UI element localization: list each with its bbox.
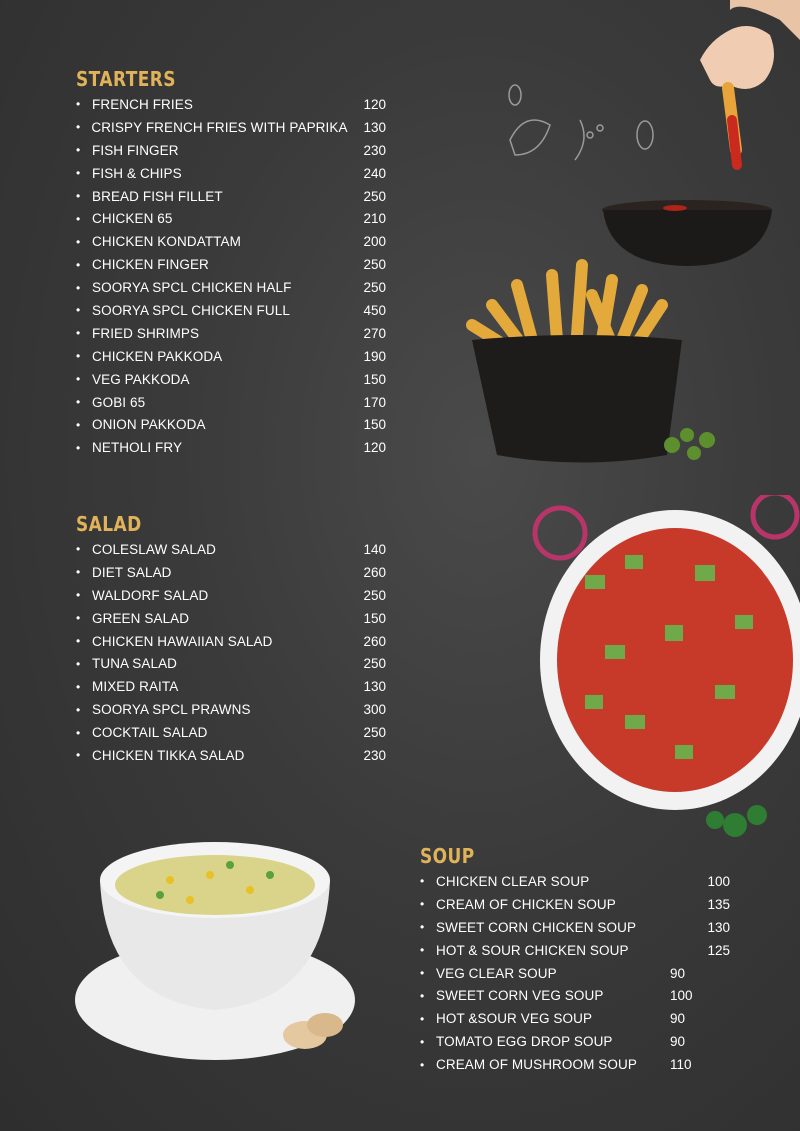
bullet: • [76,395,81,410]
bullet: • [76,656,81,671]
bullet: • [420,1057,425,1072]
bullet: • [76,372,81,387]
item-name: GOBI 65 [92,394,146,410]
menu-item [76,162,386,185]
item-price: 200 [363,234,386,250]
menu-item [420,1007,730,1030]
item-price: 150 [363,417,386,433]
bullet: • [76,725,81,740]
menu-item [420,962,730,985]
menu-item [76,368,386,391]
item-price: 450 [363,302,386,318]
bullet: • [76,349,81,364]
salad-section [76,512,386,767]
bullet: • [76,189,81,203]
item-name: DIET SALAD [92,564,172,580]
item-name: MIXED RAITA [92,679,179,695]
item-price: 260 [363,564,386,580]
item-price: 230 [363,747,386,763]
salad-bowl-illustration [495,495,800,850]
item-name: SOORYA SPCL PRAWNS [92,702,251,718]
menu-item [76,721,386,744]
item-name: VEG CLEAR SOUP [436,965,557,981]
item-name: WALDORF SALAD [92,587,209,603]
item-name: FISH FINGER [92,142,179,158]
bullet: • [76,542,81,557]
item-price: 100 [707,873,730,889]
item-price: 190 [363,348,386,364]
doodle-sketch-decoration [480,80,670,190]
salad-list [76,538,386,767]
bullet: • [76,97,81,112]
menu-item [76,675,386,698]
item-price: 100 [670,988,693,1004]
bullet: • [76,440,81,455]
bullet: • [76,143,81,158]
bullet: • [76,326,81,341]
item-name: CHICKEN KONDATTAM [92,234,241,250]
menu-item [76,744,386,767]
item-name: COLESLAW SALAD [92,541,216,557]
item-price: 250 [363,725,386,741]
bullet: • [420,1011,425,1026]
soup-list [420,870,730,1076]
bullet: • [76,234,81,249]
bullet: • [420,874,425,889]
item-name: CHICKEN FINGER [92,257,209,273]
item-name: CHICKEN 65 [92,211,173,227]
menu-item [76,698,386,721]
item-price: 240 [363,165,386,181]
item-price: 230 [363,142,386,158]
item-name: TOMATO EGG DROP SOUP [436,1034,613,1050]
item-name: COCKTAIL SALAD [92,725,208,741]
item-name: NETHOLI FRY [92,440,183,456]
menu-item [76,207,386,230]
menu-item [76,253,386,276]
item-price: 300 [363,702,386,718]
bullet: • [420,966,425,980]
fries-bowl-illustration [462,255,742,470]
item-price: 250 [363,188,386,204]
menu-item [76,185,386,208]
menu-item [76,93,386,116]
menu-item [76,391,386,414]
bullet: • [76,588,81,603]
soup-bowl-illustration [70,830,360,1080]
menu-item [76,652,386,675]
menu-item [76,116,386,139]
menu-item [420,984,730,1007]
item-price: 170 [363,394,386,410]
bullet: • [76,611,81,626]
item-price: 90 [670,1011,686,1027]
menu-item [76,413,386,436]
menu-item [76,607,386,630]
item-price: 150 [363,371,386,387]
item-price: 90 [670,965,686,981]
bullet: • [76,417,81,432]
item-name: FRENCH FRIES [92,96,193,112]
bullet: • [76,702,81,717]
item-price: 260 [363,633,386,649]
item-name: SWEET CORN CHICKEN SOUP [436,919,637,935]
bullet: • [76,211,81,226]
item-price: 250 [363,257,386,273]
menu-item [76,322,386,345]
item-name: CHICKEN HAWAIIAN SALAD [92,633,273,649]
bullet: • [76,565,81,580]
salad-heading: SALAD [76,512,142,536]
menu-item [420,939,730,962]
item-name: FISH & CHIPS [92,165,182,181]
item-name: SWEET CORN VEG SOUP [436,988,604,1004]
item-name: VEG PAKKODA [92,371,190,387]
starters-list [76,93,386,459]
menu-item [76,538,386,561]
item-price: 210 [363,211,386,227]
menu-item [420,1030,730,1053]
item-price: 125 [707,942,730,958]
menu-item [76,299,386,322]
item-name: HOT & SOUR CHICKEN SOUP [436,942,629,958]
item-price: 270 [363,325,386,341]
item-name: SOORYA SPCL CHICKEN FULL [92,302,290,318]
item-price: 140 [363,541,386,557]
bullet: • [76,166,81,181]
item-name: ONION PAKKODA [92,417,206,433]
item-name: SOORYA SPCL CHICKEN HALF [92,280,292,296]
item-name: CREAM OF MUSHROOM SOUP [436,1057,637,1073]
item-name: HOT &SOUR VEG SOUP [436,1011,593,1027]
bullet: • [76,280,81,295]
item-price: 120 [363,96,386,112]
bullet: • [76,120,81,135]
item-price: 250 [363,656,386,672]
starters-heading: STARTERS [76,67,176,91]
hand-holding-fry-illustration [670,0,800,175]
item-price: 90 [670,1034,686,1050]
menu-item [76,630,386,653]
item-name: CHICKEN TIKKA SALAD [92,747,245,763]
starters-section [76,67,386,459]
item-name: CRISPY FRENCH FRIES WITH PAPRIKA [91,119,348,135]
item-name: CREAM OF CHICKEN SOUP [436,896,616,912]
item-price: 130 [707,919,730,935]
bullet: • [420,897,425,912]
item-price: 130 [363,679,386,695]
item-price: 150 [363,610,386,626]
item-price: 250 [363,587,386,603]
item-name: BREAD FISH FILLET [92,188,223,204]
item-price: 130 [363,119,386,135]
bullet: • [76,634,81,648]
menu-item [76,230,386,253]
bullet: • [76,679,81,694]
menu-item [420,916,730,939]
item-name: FRIED SHRIMPS [92,325,200,341]
soup-section [420,844,730,1076]
menu-item [420,1053,730,1076]
item-name: CHICKEN CLEAR SOUP [436,873,590,889]
item-name: TUNA SALAD [92,656,178,672]
menu-item [420,870,730,893]
bullet: • [76,303,81,318]
bullet: • [76,748,81,763]
item-price: 110 [670,1057,692,1073]
item-price: 120 [363,440,386,456]
menu-item [76,436,386,459]
menu-item [76,561,386,584]
menu-item [420,893,730,916]
item-price: 135 [707,896,730,912]
bullet: • [76,257,81,272]
item-name: CHICKEN PAKKODA [92,348,223,364]
menu-item [76,345,386,368]
menu-item [76,584,386,607]
bullet: • [420,943,425,958]
menu-item [76,276,386,299]
item-price: 250 [363,280,386,296]
bullet: • [420,920,425,935]
item-name: GREEN SALAD [92,610,190,626]
soup-heading: SOUP [420,844,475,868]
bullet: • [420,988,425,1003]
bullet: • [420,1034,425,1049]
menu-item [76,139,386,162]
